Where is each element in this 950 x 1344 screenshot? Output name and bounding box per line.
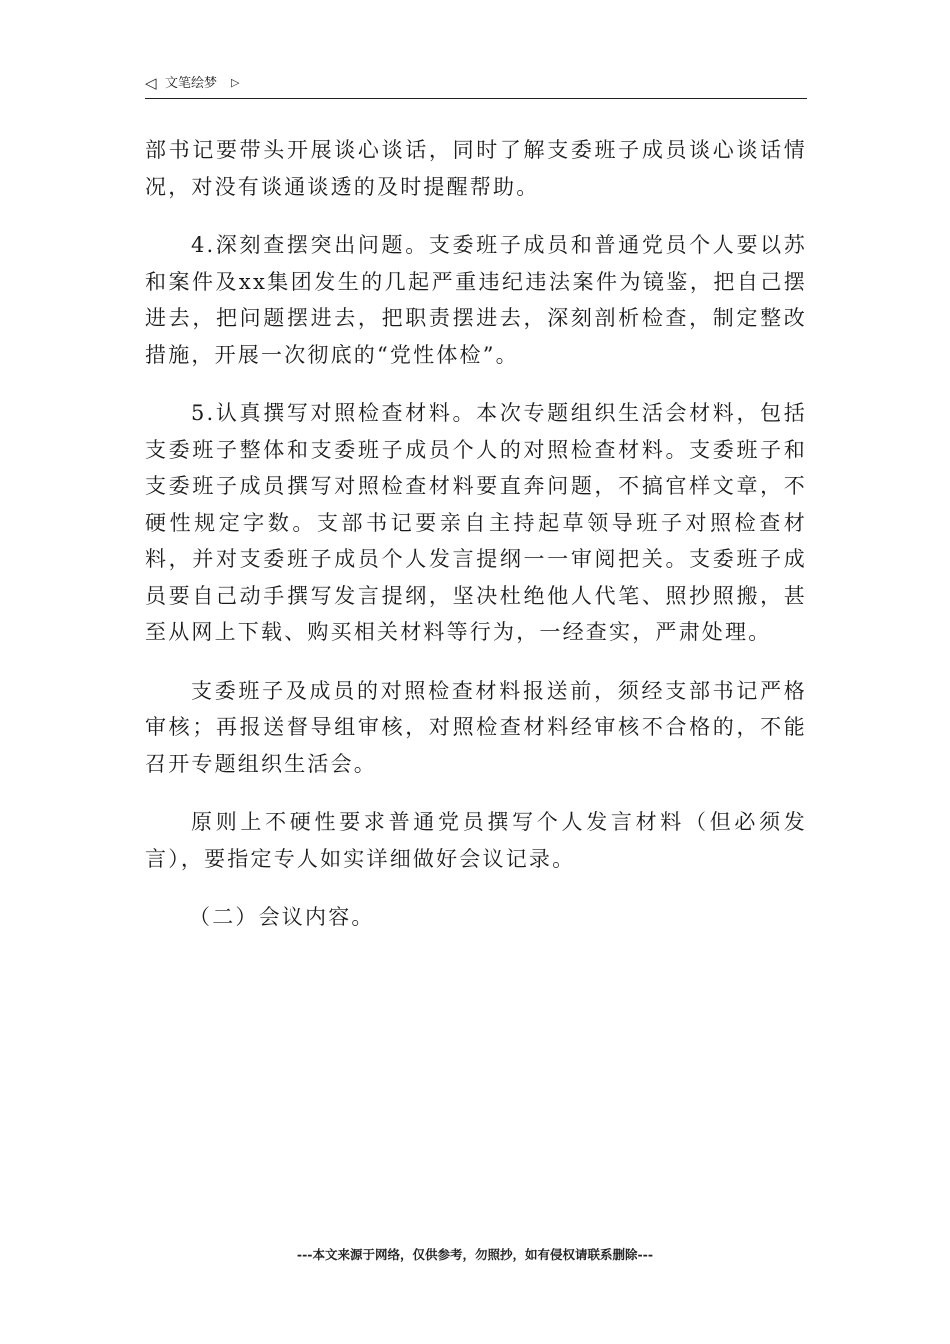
section-subheading: （二）会议内容。 [189,905,375,929]
page-header [145,72,807,99]
paragraph-member-speech: 原则上不硬性要求普通党员撰写个人发言材料（但必须发言），要指定专人如实详细做好会议记录。 [145,810,807,871]
paragraph-item-5: 5.认真撰写对照检查材料。本次专题组织生活会材料，包括支委班子整体和支委班子成员个人的对照检查材料。支委班子和支委班子成员撰写对照检查材料要直奔问题，不搞官样文章，不硬性规定字数。支部书记要亲自主持起草领导班子对照检查材料，并对支委班子成员个人发言提纲一一审阅把关。支委班子成员要自己动手撰写发言提纲，坚决杜绝他人代笔、照抄照搬，甚至从网上下载、购买相关材料等行为，一经查实，严肃处理。 [145,401,807,644]
paragraph-item-4: 4.深刻查摆突出问题。支委班子成员和普通党员个人要以苏和案件及xx集团发生的几起严重违纪违法案件为镜鉴，把自己摆进去，把问题摆进去，把职责摆进去，深刻剖析检查，制定整改措施，开展一次彻底的“党性体检”。 [145,233,807,367]
left-triangle-icon: ◁ [145,74,157,92]
document-body [145,132,807,958]
paragraph-review-requirement: 支委班子及成员的对照检查材料报送前，须经支部书记严格审核；再报送督导组审核，对照检查材料经审核不合格的，不能召开专题组织生活会。 [145,678,807,776]
header-title: 文笔绘梦 [165,76,218,91]
paragraph-continuation: 部书记要带头开展谈心谈话，同时了解支委班子成员谈心谈话情况，对没有谈通谈透的及时提醒帮助。 [145,138,807,199]
page-footer-disclaimer: ---本文来源于网络，仅供参考，勿照抄，如有侵权请联系删除--- [296,1247,654,1262]
right-triangle-icon: ▷ [231,76,240,89]
